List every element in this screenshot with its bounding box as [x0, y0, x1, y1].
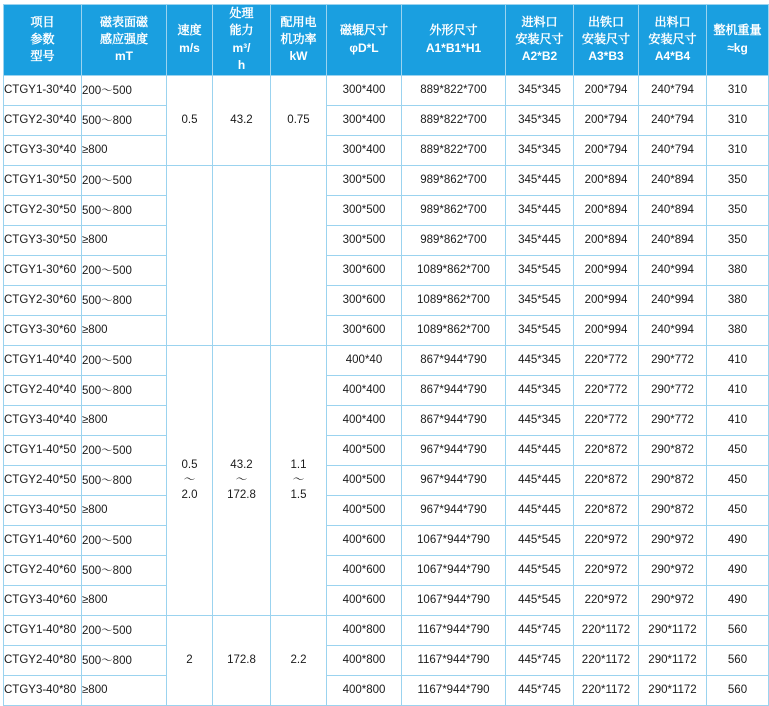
cell-outer-size: 889*822*700 — [402, 135, 506, 165]
cell-speed-line: 2 — [186, 653, 193, 666]
cell-iron-outlet: 220*772 — [574, 345, 639, 375]
column-header-line: 能力 — [229, 23, 254, 38]
cell-feed-inlet: 445*445 — [506, 435, 574, 465]
cell-iron-outlet: 200*994 — [574, 285, 639, 315]
cell-iron-outlet: 220*1172 — [574, 645, 639, 675]
cell-feed-inlet: 345*545 — [506, 255, 574, 285]
column-header-motor-power — [271, 5, 327, 76]
table-row — [4, 75, 769, 105]
cell-material-outlet: 240*794 — [639, 135, 707, 165]
cell-capacity-line: 172.8 — [227, 488, 256, 501]
cell-motor-power — [271, 75, 327, 165]
cell-feed-inlet: 445*745 — [506, 675, 574, 705]
cell-material-outlet: 240*994 — [639, 285, 707, 315]
cell-capacity — [213, 75, 271, 165]
cell-roller-size: 300*400 — [327, 135, 402, 165]
cell-total-weight: 350 — [707, 225, 769, 255]
cell-magnetic-strength: ≥800 — [82, 495, 167, 525]
column-header-line: 处理 — [229, 6, 254, 20]
cell-material-outlet: 290*872 — [639, 435, 707, 465]
column-header-line: 整机重量 — [713, 23, 762, 38]
column-header-total-weight — [707, 5, 769, 76]
column-header-line: 型号 — [30, 49, 55, 64]
cell-model: CTGY3-30*60 — [4, 315, 82, 345]
cell-outer-size: 889*822*700 — [402, 105, 506, 135]
table-row — [4, 285, 769, 315]
cell-feed-inlet: 445*545 — [506, 585, 574, 615]
column-header-line: 出料口 — [654, 14, 691, 29]
cell-material-outlet: 290*772 — [639, 375, 707, 405]
cell-iron-outlet: 220*872 — [574, 435, 639, 465]
cell-total-weight: 560 — [707, 645, 769, 675]
cell-motor-power — [271, 615, 327, 705]
cell-outer-size: 1067*944*790 — [402, 585, 506, 615]
column-header-line: A4*B4 — [654, 49, 691, 64]
cell-roller-size: 400*800 — [327, 615, 402, 645]
cell-capacity-line: 43.2 — [230, 113, 253, 126]
column-header-line: 机功率 — [280, 32, 317, 47]
column-header-line: A3*B3 — [588, 49, 624, 64]
cell-iron-outlet: 220*1172 — [574, 675, 639, 705]
column-header-line: 参数 — [30, 32, 55, 47]
cell-feed-inlet: 345*445 — [506, 165, 574, 195]
cell-total-weight: 450 — [707, 495, 769, 525]
cell-magnetic-strength: 200～500 — [82, 525, 167, 555]
cell-model: CTGY1-30*40 — [4, 75, 82, 105]
column-header-speed — [167, 5, 213, 76]
cell-material-outlet: 240*894 — [639, 195, 707, 225]
cell-feed-inlet: 445*445 — [506, 465, 574, 495]
column-header-line: 感应强度 — [99, 32, 148, 47]
header-row — [4, 5, 769, 76]
cell-capacity-line: 43.2 — [230, 458, 253, 471]
cell-motor-power — [271, 165, 327, 345]
cell-total-weight: 410 — [707, 345, 769, 375]
cell-total-weight: 380 — [707, 315, 769, 345]
cell-roller-size: 300*400 — [327, 105, 402, 135]
cell-feed-inlet: 445*545 — [506, 525, 574, 555]
table-row — [4, 435, 769, 465]
cell-magnetic-strength: 500～800 — [82, 105, 167, 135]
cell-iron-outlet: 200*894 — [574, 165, 639, 195]
cell-total-weight: 450 — [707, 465, 769, 495]
cell-magnetic-strength: 500～800 — [82, 285, 167, 315]
cell-motor-power-line: ～ — [292, 473, 305, 486]
cell-outer-size: 867*944*790 — [402, 375, 506, 405]
column-header-line: 磁表面磁 — [99, 14, 148, 29]
table-row — [4, 525, 769, 555]
cell-material-outlet: 240*894 — [639, 225, 707, 255]
cell-outer-size: 967*944*790 — [402, 435, 506, 465]
cell-material-outlet: 240*794 — [639, 105, 707, 135]
cell-outer-size: 1089*862*700 — [402, 255, 506, 285]
cell-outer-size: 1067*944*790 — [402, 555, 506, 585]
column-header-model-param — [4, 5, 82, 76]
cell-roller-size: 400*400 — [327, 375, 402, 405]
cell-magnetic-strength: ≥800 — [82, 585, 167, 615]
cell-magnetic-strength: 500～800 — [82, 195, 167, 225]
cell-motor-power-line: 2.2 — [290, 653, 307, 666]
cell-feed-inlet: 345*345 — [506, 135, 574, 165]
column-header-capacity — [213, 5, 271, 76]
table-row — [4, 375, 769, 405]
column-header-line: A2*B2 — [521, 49, 558, 64]
cell-model: CTGY2-30*60 — [4, 285, 82, 315]
cell-feed-inlet: 445*545 — [506, 555, 574, 585]
cell-roller-size: 400*600 — [327, 555, 402, 585]
table-row — [4, 675, 769, 705]
column-header-line: 配用电 — [280, 14, 317, 29]
cell-model: CTGY2-30*40 — [4, 105, 82, 135]
table-row — [4, 135, 769, 165]
cell-material-outlet: 290*1172 — [639, 615, 707, 645]
table-row — [4, 615, 769, 645]
cell-total-weight: 310 — [707, 105, 769, 135]
cell-roller-size: 300*600 — [327, 315, 402, 345]
cell-roller-size: 400*400 — [327, 405, 402, 435]
column-header-line: m/s — [179, 40, 200, 55]
cell-magnetic-strength: 200～500 — [82, 345, 167, 375]
cell-material-outlet: 290*872 — [639, 495, 707, 525]
cell-feed-inlet: 345*345 — [506, 75, 574, 105]
column-header-magnetic-strength — [82, 5, 167, 76]
table-row — [4, 405, 769, 435]
cell-model: CTGY1-40*40 — [4, 345, 82, 375]
cell-model: CTGY1-40*50 — [4, 435, 82, 465]
cell-roller-size: 300*500 — [327, 165, 402, 195]
table-row — [4, 585, 769, 615]
cell-feed-inlet: 445*345 — [506, 375, 574, 405]
column-header-line: 安装尺寸 — [581, 32, 630, 47]
column-header-line: m³/ — [232, 40, 251, 55]
column-header-feed-inlet — [506, 5, 574, 76]
cell-magnetic-strength: ≥800 — [82, 405, 167, 435]
cell-total-weight: 310 — [707, 135, 769, 165]
cell-iron-outlet: 200*794 — [574, 135, 639, 165]
cell-outer-size: 1089*862*700 — [402, 315, 506, 345]
column-header-line: 外形尺寸 — [429, 23, 478, 38]
cell-roller-size: 400*600 — [327, 585, 402, 615]
table-row — [4, 165, 769, 195]
cell-material-outlet: 290*1172 — [639, 645, 707, 675]
cell-magnetic-strength: ≥800 — [82, 135, 167, 165]
cell-model: CTGY3-40*80 — [4, 675, 82, 705]
cell-iron-outlet: 200*794 — [574, 105, 639, 135]
cell-outer-size: 1167*944*790 — [402, 675, 506, 705]
cell-capacity-line: ～ — [235, 473, 248, 486]
cell-outer-size: 867*944*790 — [402, 405, 506, 435]
cell-feed-inlet: 345*445 — [506, 195, 574, 225]
cell-outer-size: 989*862*700 — [402, 165, 506, 195]
cell-motor-power-line: 0.75 — [287, 113, 310, 126]
cell-magnetic-strength: 500～800 — [82, 375, 167, 405]
cell-capacity — [213, 345, 271, 615]
cell-model: CTGY2-40*50 — [4, 465, 82, 495]
cell-motor-power-line: 1.5 — [290, 488, 307, 501]
cell-model: CTGY3-30*50 — [4, 225, 82, 255]
cell-iron-outlet: 220*772 — [574, 375, 639, 405]
cell-magnetic-strength: ≥800 — [82, 225, 167, 255]
cell-model: CTGY1-30*60 — [4, 255, 82, 285]
table-row — [4, 105, 769, 135]
cell-magnetic-strength: 500～800 — [82, 645, 167, 675]
cell-speed-line: 0.5 — [181, 458, 198, 471]
column-header-line: 项目 — [30, 14, 55, 29]
cell-magnetic-strength: 200～500 — [82, 255, 167, 285]
cell-motor-power-line: 1.1 — [290, 458, 307, 471]
cell-total-weight: 350 — [707, 195, 769, 225]
table-row — [4, 465, 769, 495]
cell-model: CTGY2-30*50 — [4, 195, 82, 225]
cell-roller-size: 300*500 — [327, 225, 402, 255]
cell-roller-size: 300*600 — [327, 255, 402, 285]
cell-outer-size: 889*822*700 — [402, 75, 506, 105]
cell-magnetic-strength: ≥800 — [82, 315, 167, 345]
cell-outer-size: 1089*862*700 — [402, 285, 506, 315]
cell-outer-size: 1167*944*790 — [402, 615, 506, 645]
cell-roller-size: 400*500 — [327, 435, 402, 465]
cell-outer-size: 967*944*790 — [402, 465, 506, 495]
column-header-line: A1*B1*H1 — [425, 40, 482, 55]
cell-capacity — [213, 615, 271, 705]
cell-outer-size: 967*944*790 — [402, 495, 506, 525]
cell-outer-size: 989*862*700 — [402, 225, 506, 255]
cell-roller-size: 400*500 — [327, 495, 402, 525]
column-header-outer-size — [402, 5, 506, 76]
cell-total-weight: 450 — [707, 435, 769, 465]
cell-speed — [167, 345, 213, 615]
cell-model: CTGY3-30*40 — [4, 135, 82, 165]
cell-iron-outlet: 200*794 — [574, 75, 639, 105]
cell-iron-outlet: 200*994 — [574, 315, 639, 345]
cell-iron-outlet: 200*894 — [574, 195, 639, 225]
cell-feed-inlet: 345*445 — [506, 225, 574, 255]
cell-total-weight: 410 — [707, 375, 769, 405]
table-header — [4, 5, 769, 76]
cell-iron-outlet: 220*1172 — [574, 615, 639, 645]
cell-outer-size: 989*862*700 — [402, 195, 506, 225]
cell-material-outlet: 240*994 — [639, 315, 707, 345]
cell-material-outlet: 240*894 — [639, 165, 707, 195]
column-header-line: φD*L — [349, 40, 379, 55]
table-row — [4, 645, 769, 675]
table-row — [4, 225, 769, 255]
cell-magnetic-strength: 500～800 — [82, 555, 167, 585]
cell-model: CTGY3-40*50 — [4, 495, 82, 525]
column-header-line: 安装尺寸 — [515, 32, 564, 47]
cell-feed-inlet: 445*745 — [506, 645, 574, 675]
cell-total-weight: 490 — [707, 525, 769, 555]
table-body — [4, 75, 769, 705]
cell-motor-power — [271, 345, 327, 615]
column-header-line: h — [237, 58, 246, 73]
cell-iron-outlet: 220*872 — [574, 495, 639, 525]
cell-feed-inlet: 445*345 — [506, 405, 574, 435]
cell-feed-inlet: 345*545 — [506, 285, 574, 315]
cell-material-outlet: 290*772 — [639, 405, 707, 435]
cell-roller-size: 300*400 — [327, 75, 402, 105]
cell-material-outlet: 290*972 — [639, 525, 707, 555]
cell-total-weight: 560 — [707, 615, 769, 645]
table-row — [4, 195, 769, 225]
cell-capacity — [213, 165, 271, 345]
cell-feed-inlet: 445*445 — [506, 495, 574, 525]
cell-material-outlet: 290*772 — [639, 345, 707, 375]
cell-model: CTGY1-30*50 — [4, 165, 82, 195]
cell-iron-outlet: 200*894 — [574, 225, 639, 255]
cell-iron-outlet: 200*994 — [574, 255, 639, 285]
cell-iron-outlet: 220*972 — [574, 585, 639, 615]
cell-iron-outlet: 220*772 — [574, 405, 639, 435]
cell-model: CTGY3-40*40 — [4, 405, 82, 435]
cell-speed — [167, 165, 213, 345]
cell-roller-size: 400*800 — [327, 675, 402, 705]
cell-speed-line: 2.0 — [181, 488, 198, 501]
cell-material-outlet: 290*872 — [639, 465, 707, 495]
cell-material-outlet: 240*794 — [639, 75, 707, 105]
column-header-line: 安装尺寸 — [648, 32, 697, 47]
cell-outer-size: 1167*944*790 — [402, 645, 506, 675]
table-row — [4, 345, 769, 375]
table-row — [4, 315, 769, 345]
cell-roller-size: 400*800 — [327, 645, 402, 675]
cell-magnetic-strength: 500～800 — [82, 465, 167, 495]
cell-capacity-line: 172.8 — [227, 653, 256, 666]
cell-total-weight: 410 — [707, 405, 769, 435]
cell-material-outlet: 240*994 — [639, 255, 707, 285]
cell-iron-outlet: 220*972 — [574, 555, 639, 585]
table-row — [4, 495, 769, 525]
specification-table — [3, 4, 769, 706]
cell-model: CTGY2-40*40 — [4, 375, 82, 405]
cell-speed-line: ～ — [183, 473, 196, 486]
cell-feed-inlet: 445*345 — [506, 345, 574, 375]
cell-model: CTGY2-40*60 — [4, 555, 82, 585]
column-header-roller-size — [327, 5, 402, 76]
cell-roller-size: 400*40 — [327, 345, 402, 375]
cell-magnetic-strength: 200～500 — [82, 615, 167, 645]
column-header-line: kW — [289, 49, 308, 64]
column-header-material-outlet — [639, 5, 707, 76]
cell-total-weight: 490 — [707, 555, 769, 585]
cell-feed-inlet: 345*345 — [506, 105, 574, 135]
cell-model: CTGY2-40*80 — [4, 645, 82, 675]
column-header-iron-outlet — [574, 5, 639, 76]
cell-material-outlet: 290*972 — [639, 555, 707, 585]
cell-total-weight: 380 — [707, 285, 769, 315]
cell-roller-size: 300*600 — [327, 285, 402, 315]
cell-total-weight: 350 — [707, 165, 769, 195]
cell-roller-size: 400*600 — [327, 525, 402, 555]
cell-total-weight: 490 — [707, 585, 769, 615]
cell-model: CTGY1-40*60 — [4, 525, 82, 555]
cell-roller-size: 300*500 — [327, 195, 402, 225]
cell-material-outlet: 290*1172 — [639, 675, 707, 705]
cell-total-weight: 310 — [707, 75, 769, 105]
cell-feed-inlet: 445*745 — [506, 615, 574, 645]
cell-speed — [167, 615, 213, 705]
cell-outer-size: 867*944*790 — [402, 345, 506, 375]
cell-outer-size: 1067*944*790 — [402, 525, 506, 555]
cell-speed — [167, 75, 213, 165]
column-header-line: 速度 — [177, 23, 202, 38]
cell-speed-line: 0.5 — [181, 113, 198, 126]
column-header-line: 出铁口 — [587, 14, 624, 29]
table-row — [4, 255, 769, 285]
cell-magnetic-strength: 200～500 — [82, 75, 167, 105]
cell-iron-outlet: 220*872 — [574, 465, 639, 495]
cell-model: CTGY3-40*60 — [4, 585, 82, 615]
cell-feed-inlet: 345*545 — [506, 315, 574, 345]
cell-magnetic-strength: 200～500 — [82, 165, 167, 195]
cell-roller-size: 400*500 — [327, 465, 402, 495]
column-header-line: 进料口 — [521, 14, 558, 29]
cell-magnetic-strength: ≥800 — [82, 675, 167, 705]
cell-total-weight: 380 — [707, 255, 769, 285]
column-header-line: ≈kg — [727, 40, 748, 55]
table-row — [4, 555, 769, 585]
cell-iron-outlet: 220*972 — [574, 525, 639, 555]
cell-total-weight: 560 — [707, 675, 769, 705]
cell-magnetic-strength: 200～500 — [82, 435, 167, 465]
cell-model: CTGY1-40*80 — [4, 615, 82, 645]
column-header-line: 磁辊尺寸 — [339, 23, 388, 38]
cell-material-outlet: 290*972 — [639, 585, 707, 615]
column-header-line: mT — [115, 49, 133, 64]
